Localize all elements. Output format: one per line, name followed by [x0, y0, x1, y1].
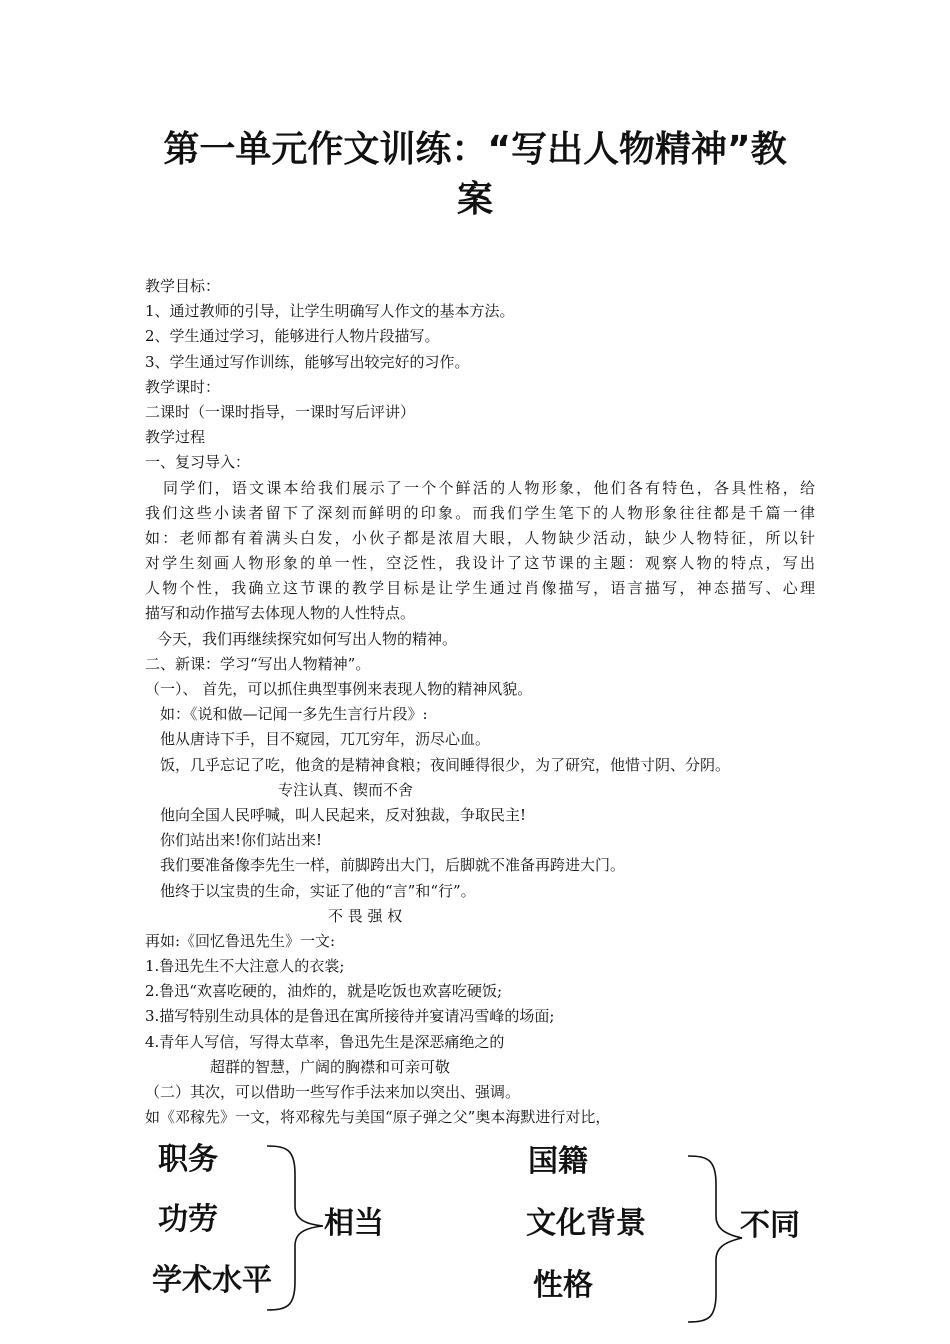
text-line: 3、学生通过写作训练，能够写出较完好的习作。 — [145, 352, 470, 371]
text-line: 教学课时： — [145, 377, 221, 396]
text-line: 2.鲁迅“欢喜吃硬的，油炸的，就是吃饭也欢喜吃硬饭; — [145, 982, 503, 1001]
text-line: 二课时（一课时指导，一课时写后评讲） — [145, 402, 416, 421]
text-line: 2、学生通过学习，能够进行人物片段描写。 — [145, 327, 440, 346]
right-item-2: 文化背景 — [526, 1206, 646, 1241]
text-line: 他从唐诗下手，目不窥园，兀兀穷年，沥尽心血。 — [160, 730, 491, 749]
text-line: 如：老师都有着满头白发，小伙子都是浓眉大眼，人物缺少活动，缺少人物特征，所以针 — [145, 528, 815, 547]
text-line: 我们这些小读者留下了深刻而鲜明的印象。而我们学生笔下的人物形象往往都是千篇一律 — [145, 503, 815, 522]
left-item-2: 功劳 — [158, 1202, 218, 1237]
left-result: 相当 — [324, 1206, 384, 1241]
page-title-line-1: 第一单元作文训练：“写出人物精神”教 — [163, 129, 787, 170]
text-line: 如《邓稼先》一文，将邓稼先与美国“原子弹之父”奥本海默进行对比， — [145, 1108, 611, 1127]
left-item-3: 学术水平 — [152, 1263, 272, 1298]
right-brace-icon — [686, 1154, 746, 1326]
text-line: 1、通过教师的引导，让学生明确写人作文的基本方法。 — [145, 302, 515, 321]
text-line: 二、新课：学习“写出人物精神”。 — [145, 654, 371, 673]
text-line: 不 畏 强 权 — [328, 906, 403, 925]
comparison-diagram — [0, 1130, 950, 1330]
text-line: 同学们，语文课本给我们展示了一个个鲜活的人物形象，他们各有特色，各具性格，给 — [163, 478, 815, 497]
body-text — [145, 274, 815, 1130]
page-title-line-2: 案 — [456, 179, 493, 220]
right-result: 不同 — [740, 1208, 800, 1243]
left-item-1: 职务 — [158, 1142, 218, 1177]
text-line: 3.描写特别生动具体的是鲁迅在寓所接待并宴请冯雪峰的场面; — [145, 1007, 555, 1026]
text-line: 今天，我们再继续探究如何写出人物的精神。 — [157, 629, 458, 648]
text-line: （一）、 首先，可以抓住典型事例来表现人物的精神风貌。 — [145, 680, 533, 698]
text-line: 超群的智慧，广阔的胸襟和可亲可敬 — [210, 1057, 451, 1076]
text-line: 如：《说和做—记闻一多先生言行片段》: — [160, 705, 428, 724]
text-line: 描写和动作描写去体现人物的人性特点。 — [145, 604, 416, 623]
text-line: 4.青年人写信，写得太草率，鲁迅先生是深恶痛绝之的 — [145, 1032, 505, 1051]
text-line: 他终于以宝贵的生命，实证了他的“言”和“行”。 — [160, 881, 476, 900]
text-line: 人物个性，我确立这节课的教学目标是让学生通过肖像描写，语言描写，神态描写、心理 — [145, 579, 815, 598]
right-item-1: 国籍 — [528, 1144, 588, 1179]
text-line: 对学生刻画人物形象的单一性，空泛性，我设计了这节课的主题：观察人物的特点，写出 — [145, 554, 815, 573]
text-line: 一、复习导入： — [145, 453, 251, 472]
text-line: （二）其次，可以借助一些写作手法来加以突出、强调。 — [145, 1083, 521, 1101]
text-line: 他向全国人民呼喊，叫人民起来，反对独裁，争取民主! — [160, 805, 527, 824]
text-line: 再如:《回忆鲁迅先生》一文: — [145, 931, 336, 950]
text-line: 你们站出来!你们站出来! — [160, 831, 323, 850]
left-brace-icon — [265, 1144, 325, 1314]
text-line: 教学目标： — [145, 277, 221, 295]
text-line: 1.鲁迅先生不大注意人的衣裳; — [145, 957, 345, 976]
text-line: 我们要准备像李先生一样，前脚跨出大门，后脚就不准备再跨进大门。 — [160, 856, 626, 875]
text-line: 饭，几乎忘记了吃，他贪的是精神食粮；夜间睡得很少，为了研究，他惜寸阴、分阴。 — [160, 755, 731, 774]
right-item-3: 性格 — [533, 1268, 593, 1303]
text-line: 教学过程 — [145, 428, 206, 447]
text-line: 专注认真、锲而不舍 — [278, 780, 414, 799]
